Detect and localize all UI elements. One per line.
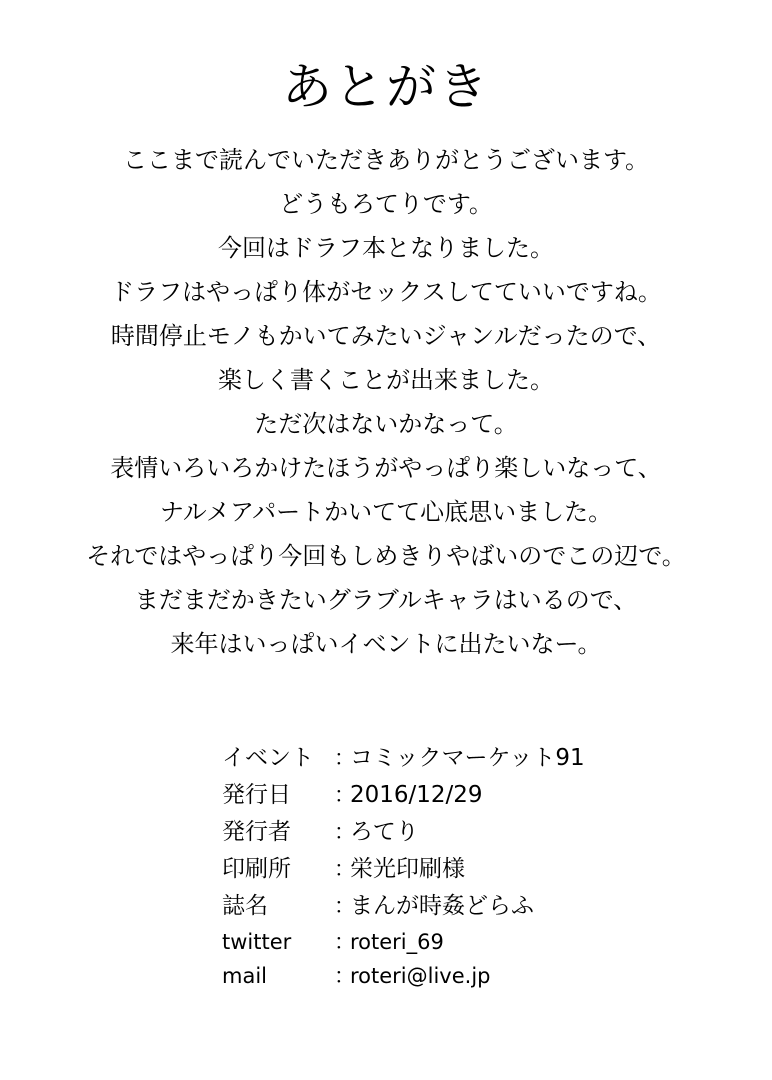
colophon-label: 誌名 (222, 893, 268, 919)
colophon-row-event (222, 740, 742, 777)
afterword-body (0, 138, 772, 666)
colophon-row-date (222, 777, 742, 814)
colophon-label: 印刷所 (222, 856, 291, 882)
body-line: 表情いろいろかけたほうがやっぱり楽しいなって、 (110, 454, 662, 482)
body-line: 今回はドラフ本となりました。 (218, 234, 554, 262)
colophon-label: mail (222, 964, 267, 988)
colophon-separator: ： (334, 964, 355, 988)
colophon-row-title (222, 888, 742, 925)
body-line: 楽しく書くことが出来ました。 (218, 366, 554, 394)
colophon-row-twitter (222, 925, 742, 959)
body-line: ナルメアパートかいてて心底思いました。 (159, 498, 613, 526)
colophon-label: 発行日 (222, 782, 291, 808)
body-line: まだまだかきたいグラブルキャラはいるので、 (134, 586, 638, 614)
body-line: ドラフはやっぱり体がセックスしてていいですね。 (110, 278, 662, 306)
page-title: あとがき (282, 58, 490, 116)
colophon-row-printer (222, 851, 742, 888)
colophon-label: 発行者 (222, 819, 291, 845)
colophon-separator: ： (334, 783, 355, 807)
colophon-separator: ： (334, 930, 355, 954)
colophon-value: 2016/12/29 (350, 782, 483, 808)
colophon-label: twitter (222, 930, 292, 954)
colophon-value: 栄光印刷様 (350, 856, 465, 882)
colophon-value: roteri@live.jp (350, 964, 491, 988)
body-line: どうもろてりです。 (279, 190, 493, 218)
body-line: 来年はいっぱいイベントに出たいなー。 (170, 630, 602, 658)
colophon-separator: ： (334, 894, 355, 918)
colophon-separator: ： (334, 746, 355, 770)
body-line: ただ次はないかなって。 (254, 410, 518, 438)
colophon-label: イベント (222, 745, 314, 771)
colophon-value: コミックマーケット91 (350, 745, 585, 771)
colophon-separator: ： (334, 820, 355, 844)
colophon-value: まんが時姦どらふ (350, 893, 534, 919)
colophon-row-publisher (222, 814, 742, 851)
colophon-separator: ： (334, 857, 355, 881)
colophon-value: ろてり (350, 819, 419, 845)
colophon (222, 740, 742, 993)
body-line: ここまで読んでいただきありがとうございます。 (122, 146, 650, 174)
colophon-row-mail (222, 959, 742, 993)
body-line: 時間停止モノもかいてみたいジャンルだったので、 (110, 322, 662, 350)
body-line: それではやっぱり今回もしめきりやばいのでこの辺で。 (86, 542, 686, 570)
colophon-value: roteri_69 (350, 930, 444, 954)
